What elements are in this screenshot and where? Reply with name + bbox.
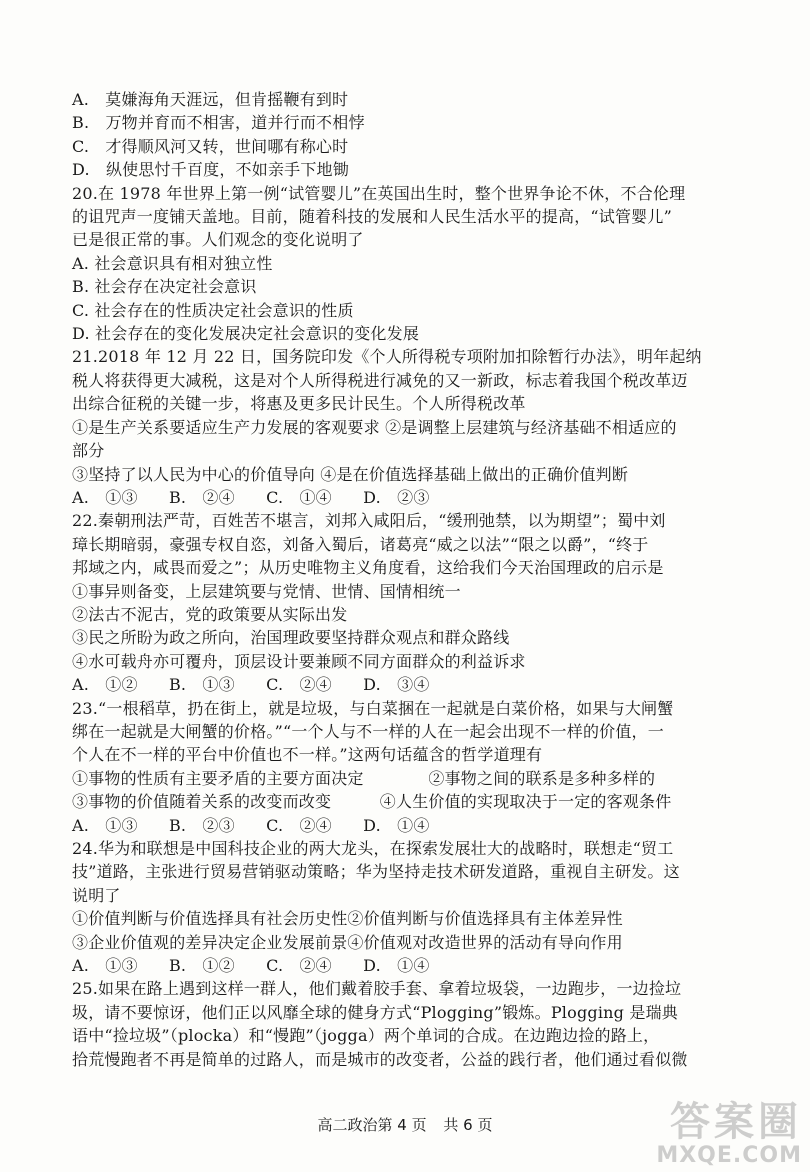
q22-choice-c: C. ②④: [266, 675, 332, 695]
q24-choice-c: C. ②④: [266, 956, 332, 976]
watermark: [656, 1101, 802, 1168]
watermark-url: MXQE.COM: [656, 1143, 802, 1168]
q22-choice-a: A. ①②: [72, 675, 138, 695]
q25-stem-line: 圾，请不要惊讶，他们正以风靡全球的健身方式“Plogging”锻炼。Plogging 是瑞典: [72, 1002, 678, 1022]
q25-stem-line: 25.如果在路上遇到这样一群人，他们戴着胶手套、拿着垃圾袋，一边跑步，一边捡垃: [72, 979, 682, 999]
q24-stem-line: 说明了: [72, 885, 121, 905]
q24-stem-line: 技”道路，主张进行贸易营销驱动策略；华为坚持走技术研发道路，重视自主研发。这: [72, 862, 680, 882]
q22-stem-line: 璋长期暗弱，豪强专权自恣，刘备入蜀后，诸葛亮“威之以法”“限之以爵”，“终于: [72, 534, 649, 554]
q19-options: [72, 88, 748, 182]
q22-choice-d: D. ③④: [363, 675, 430, 695]
q21-choice-b: B. ②④: [168, 487, 235, 507]
q24-statement: ①价值判断与价值选择具有社会历史性②价值判断与价值选择具有主体差异性: [72, 909, 623, 929]
q22-stem-line: 22.秦朝刑法严苛，百姓苦不堪言，刘邦入咸阳后，“缓刑弛禁，以为期望”；蜀中刘: [72, 511, 666, 531]
q20-stem-line: 20.在 1978 年世界上第一例“试管婴儿”在英国出生时，整个世界争论不休，不合伦理: [72, 183, 686, 203]
question-20: [72, 182, 748, 346]
q24-choice-a: A. ①③: [72, 956, 138, 976]
q21-statement: ①是生产关系要适应生产力发展的客观要求 ②是调整上层建筑与经济基础不相适应的: [72, 417, 677, 437]
q25-stem-line: 拾荒慢跑者不再是简单的过路人，而是城市的改变者，公益的践行者，他们通过看似微: [72, 1049, 688, 1069]
q20-option-a: A. 社会意识具有相对独立性: [72, 253, 273, 273]
q24-statement: ③企业价值观的差异决定企业发展前景④价值观对改造世界的活动有导向作用: [72, 932, 623, 952]
q23-stem-line: 个人在不一样的平台中价值也不一样。”这两句话蕴含的哲学道理有: [72, 745, 543, 765]
exam-page: [72, 88, 748, 1071]
q24-choice-d: D. ①④: [363, 956, 430, 976]
q23-choice-d: D. ①④: [363, 815, 430, 835]
q22-stem-line: 邦域之内，咸畏而爱之”；从历史唯物主义角度看，这给我们今天治国理政的启示是: [72, 558, 664, 578]
q21-choices: [72, 486, 748, 509]
question-21: [72, 345, 748, 509]
q21-choice-c: C. ①④: [266, 487, 332, 507]
page-total: 共 6 页: [443, 1116, 493, 1134]
q21-stem-line: 税人将获得更大减税，这是对个人所得税进行减免的又一新政，标志着我国个税改革迈: [72, 370, 688, 390]
q22-statement: ④水可载舟亦可覆舟，顶层设计要兼顾不同方面群众的利益诉求: [72, 651, 526, 671]
q23-choices: [72, 814, 748, 837]
q23-choice-c: C. ②④: [266, 815, 332, 835]
q22-statement: ①事异则备变，上层建筑要与党情、世情、国情相统一: [72, 581, 461, 601]
q20-option-c: C. 社会存在的性质决定社会意识的性质: [72, 300, 354, 320]
q19-option-b: B. 万物并育而不相害，道并行而不相悖: [72, 113, 365, 133]
q21-stem-line: 出综合征税的关键一步，将惠及更多民计民生。个人所得税改革: [72, 394, 526, 414]
q21-stem-line: 21.2018 年 12 月 22 日，国务院印发《个人所得税专项附加扣除暂行办法》，明年起纳: [72, 347, 702, 367]
q23-stem-line: 绑在一起就是大闸蟹的价格。”“一个人与不一样的人在一起会出现不一样的价值，一: [72, 721, 664, 741]
q21-statement: ③坚持了以人民为中心的价值导向 ④是在价值选择基础上做出的正确价值判断: [72, 464, 629, 484]
q22-choices: [72, 673, 748, 696]
q24-choices: [72, 954, 748, 977]
q23-choice-a: A. ①③: [72, 815, 138, 835]
q25-stem-line: 语中“捡垃圾”（plocka）和“慢跑”（jogga）两个单词的合成。在边跑边捡的路上，: [72, 1026, 660, 1046]
q20-option-b: B. 社会存在决定社会意识: [72, 277, 257, 297]
q24-stem-line: 24.华为和联想是中国科技企业的两大龙头，在探索发展壮大的战略时，联想走“贸工: [72, 839, 674, 858]
q23-statement: ③事物的价值随着关系的改变而改变 ④人生价值的实现取决于一定的客观条件: [72, 792, 672, 812]
q22-statement: ③民之所盼为政之所向，治国理政要坚持群众观点和群众路线: [72, 628, 510, 648]
question-23: [72, 697, 748, 837]
q22-statement: ②法古不泥古，党的政策要从实际出发: [72, 604, 348, 624]
question-25: [72, 977, 748, 1071]
q20-option-d: D. 社会存在的变化发展决定社会意识的变化发展: [72, 324, 420, 344]
q20-stem-line: 的诅咒声一度铺天盖地。目前，随着科技的发展和人民生活水平的提高，“试管婴儿”: [72, 207, 672, 227]
watermark-logo: 答案圈: [670, 1099, 802, 1145]
question-22: [72, 509, 748, 696]
q23-stem-line: 23.“一根稻草，扔在街上，就是垃圾，与白菜捆在一起就是白菜价格，如果与大闸蟹: [72, 698, 674, 718]
q21-choice-a: A. ①③: [72, 487, 138, 507]
q24-choice-b: B. ①②: [168, 956, 235, 976]
q21-choice-d: D. ②③: [363, 487, 430, 507]
q19-option-c: C. 才得顺风河又转，世间哪有称心时: [72, 136, 349, 156]
q19-option-a: A. 莫嫌海角天涯远，但肯摇鞭有到时: [72, 90, 349, 109]
q21-statement: 部分: [72, 441, 105, 461]
q23-choice-b: B. ②③: [168, 815, 235, 835]
q20-stem-line: 已是很正常的事。人们观念的变化说明了: [72, 230, 364, 250]
q22-choice-b: B. ①③: [168, 675, 235, 695]
page-number: 高二政治第 4 页: [317, 1116, 427, 1134]
question-24: [72, 837, 748, 977]
q23-statement: ①事物的性质有主要矛盾的主要方面决定 ②事物之间的联系是多种多样的: [72, 768, 656, 788]
q19-option-d: D. 纵使思忖千百度，不如亲手下地锄: [72, 160, 349, 180]
